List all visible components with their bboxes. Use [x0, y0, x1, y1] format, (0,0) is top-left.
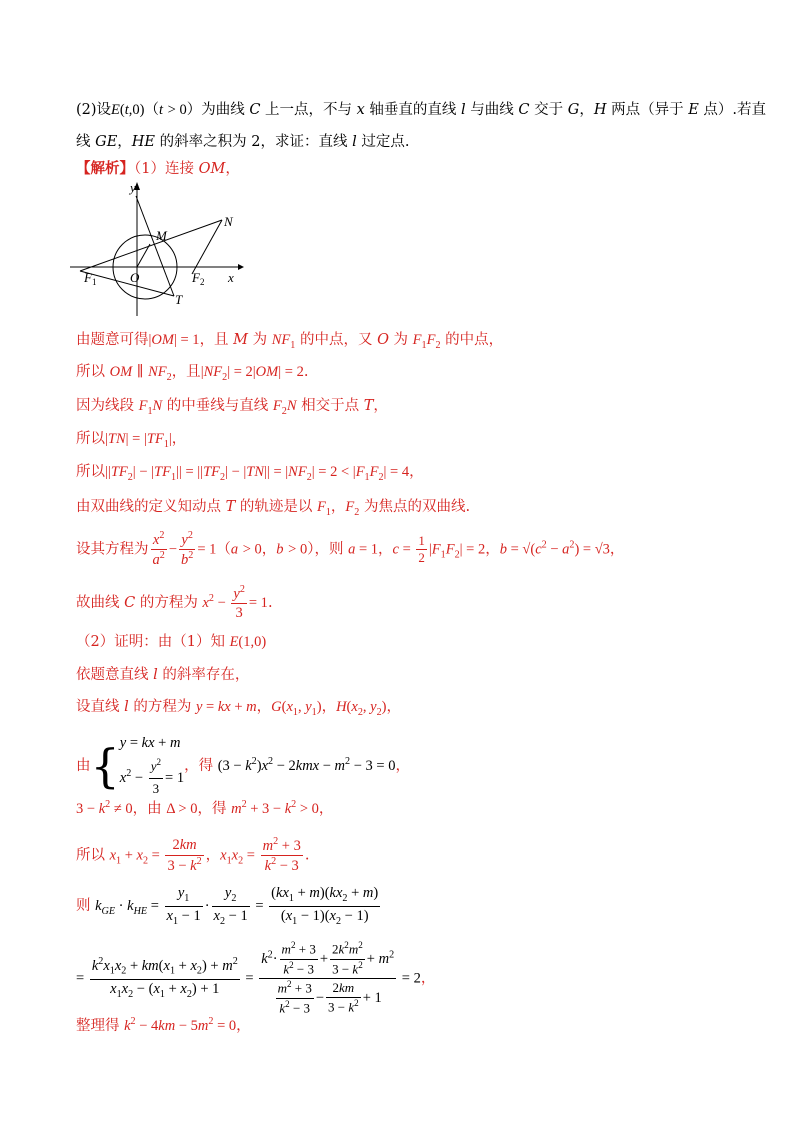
line-f1-n [80, 220, 222, 271]
solution-line-8: 故曲线 C 的方程为 $x^2$ − $\frac{y^2}{3}$ = 1. [76, 584, 273, 621]
solution-line-4: 所以$|TN| = |TF_1|$， [76, 431, 187, 450]
solution-line-9: （2）证明：由（1）知 E(1,0) [76, 634, 267, 650]
problem-2-line-2: 线 GE，HE 的斜率之积为 2，求证：直线 l 过定点. [76, 134, 410, 150]
label-n: N [224, 214, 233, 229]
label-t: T [175, 292, 183, 307]
line-f2-n [192, 220, 222, 274]
label-f1: $F_1$ [84, 270, 97, 287]
solution-line-15: 则 $k_{GE} \cdot k_{HE}$ = $\frac{y_1}{x_1 - 1}$ · $\frac{y_2}{x_2 - 1}$ = $\frac{(kx_1 + m)(kx_2 + m)}{(x_1 - 1)(x_2 - 1)}$ [76, 885, 379, 927]
solution-line-3: 因为线段 $F_1N$ 的中垂线与直线 $F_2N$ 相交于点 T， [76, 398, 388, 417]
label-f2: $F_2$ [192, 270, 205, 287]
solution-line-2: 所以 OM ∥ $NF_2$，且$|NF_2| = 2|OM| = 2$. [76, 364, 309, 383]
label-m: M [156, 228, 167, 243]
solution-line-10: 依题意直线 l 的斜率存在， [76, 667, 250, 683]
solution-line-5: 所以$||TF_2| - |TF_1|| = ||TF_2| - |TN|| = |NF_2| = 2 < |F_1F_2| = 4$， [76, 464, 424, 483]
solution-line-7: 设其方程为 $\frac{x^2}{a^2}$ − $\frac{y^2}{b^2}$ = 1（a > 0，b > 0），则 a = 1，c = $\frac{1}{2}$ $|F_1F_2| = 2$，$b = √(c^2 - a^2) = √3$， [76, 530, 625, 568]
perpendicular-bisector [136, 196, 174, 296]
label-o: O [130, 270, 140, 285]
x-axis-arrow [238, 264, 244, 270]
solution-line-6: 由双曲线的定义知动点 T 的轨迹是以 $F_1$，$F_2$ 为焦点的双曲线. [76, 499, 471, 518]
segment-om [137, 244, 150, 267]
solution-line-14: 所以 $x_1 + x_2$ = $\frac{2km}{3 - k^2}$ ，$x_1x_2$ = $\frac{m^2 + 3}{k^2 - 3}$ . [76, 836, 310, 874]
analysis-header: 【解析】（1）连接 OM， [76, 160, 240, 177]
solution-line-11: 设直线 l 的方程为 y = kx + m，$G(x_1$, $y_1$)，$H(x_2$, $y_2$)， [76, 699, 401, 718]
solution-line-12: 由{y = kx + m $x^2$ − $\frac{y^2}{3}$ = 1，得 $(3 - k^2)x^2 - 2kmx - m^2 - 3 = 0$， [76, 735, 410, 797]
solution-line-1: 由题意可得|OM| = 1，且 M 为 $NF_1$ 的中点，又 O 为 $F_1F_2$ 的中点， [76, 332, 504, 351]
problem-2-line-1: (2)设E(t,0)（t > 0）为曲线 C 上一点，不与 x 轴垂直的直线 l 与曲线 C 交于 G，H 两点（异于 E 点）.若直 [76, 102, 767, 118]
label-y: y [130, 180, 136, 195]
label-x: x [228, 270, 234, 285]
geometry-figure [70, 178, 250, 318]
solution-line-16: = $\frac{k^2x_1x_2 + km(x_1 + x_2) + m^2}{x_1x_2 - (x_1 + x_2) + 1}$ = $k^2\cdot$ $\frac{m^2 + 3}{k^2 - 3}$ + $\frac{2k^2m^2}{3 - k^2}$ + $m^2$ $\frac{m^2 + 3}{k^2 - 3}$ − $\frac{2km}{3 - k^2}$ + 1 = 2， [76, 940, 436, 1016]
solution-line-13: $3 - k^2 \ne 0$，由 Δ > 0，得 $m^2 + 3 - k^2 > 0$， [76, 799, 334, 817]
solution-line-17: 整理得 $k^2 - 4km - 5m^2 = 0$， [76, 1016, 251, 1034]
